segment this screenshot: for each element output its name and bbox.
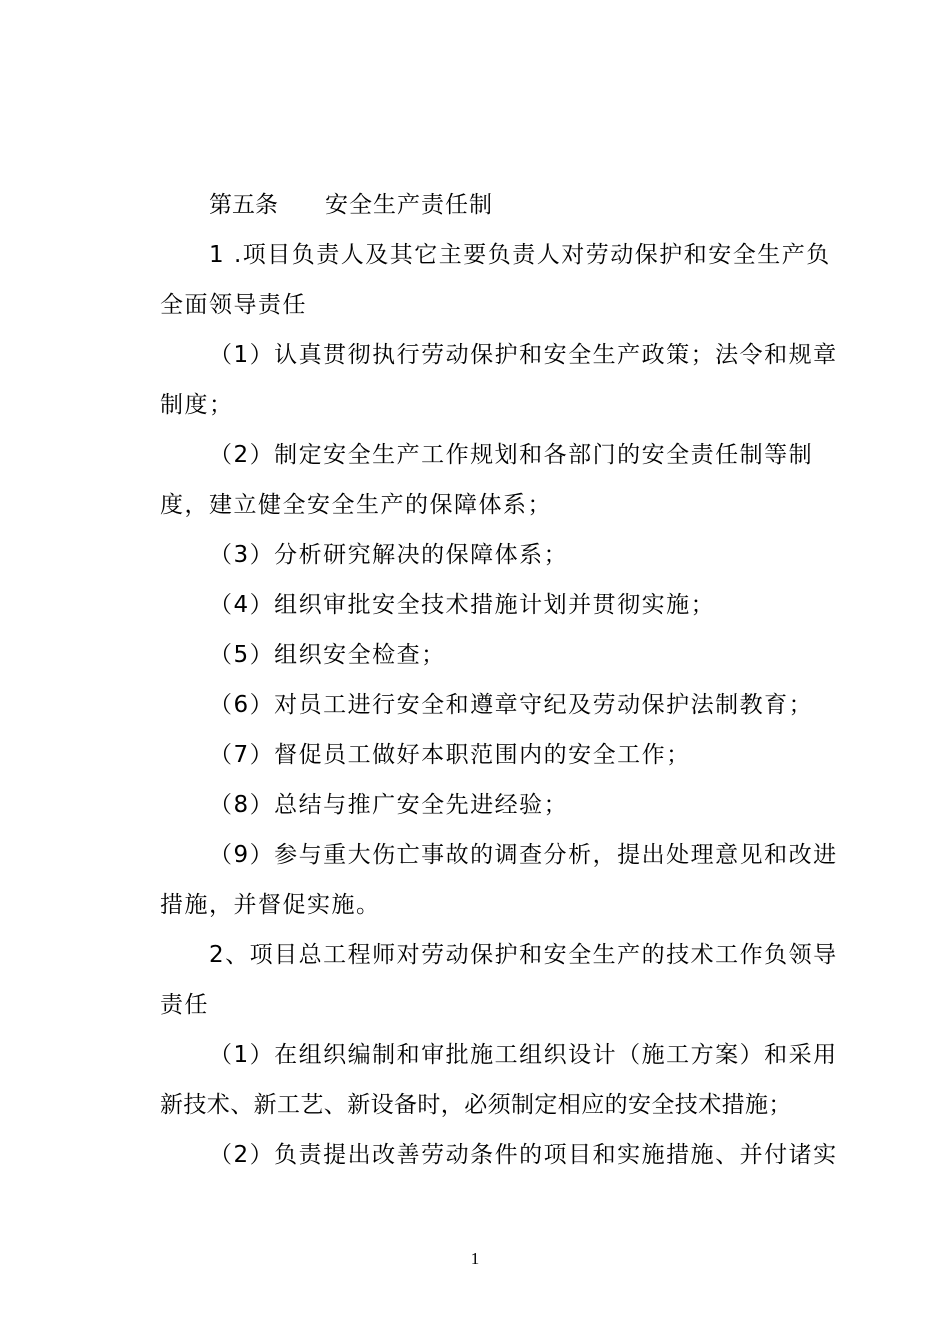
article-number: 第五条 [209,192,278,218]
paragraph-line: （7）督促员工做好本职范围内的安全工作； [209,742,691,768]
paragraph-line: （1）在组织编制和审批施工组织设计（施工方案）和采用 [209,1042,838,1068]
paragraph-line: 全面领导责任 [160,292,307,318]
paragraph-line: 新技术、新工艺、新设备时，必须制定相应的安全技术措施； [160,1092,792,1118]
page-number: 1 [470,1249,480,1268]
paragraph-line: 制度； [160,392,234,418]
paragraph-line: 1 .项目负责人及其它主要负责人对劳动保护和安全生产负 [209,242,831,268]
paragraph-line: （1）认真贯彻执行劳动保护和安全生产政策；法令和规章 [209,342,838,368]
paragraph-line: （8）总结与推广安全先进经验； [209,792,569,818]
paragraph-line: 措施，并督促实施。 [160,892,381,918]
paragraph-line: （6）对员工进行安全和遵章守纪及劳动保护法制教育； [209,692,814,718]
paragraph-line: 2、项目总工程师对劳动保护和安全生产的技术工作负领导 [209,942,838,968]
paragraph-line: （3）分析研究解决的保障体系； [209,542,569,568]
paragraph-line: （2）制定安全生产工作规划和各部门的安全责任制等制 [209,442,814,468]
paragraph-line: （2）负责提出改善劳动条件的项目和实施措施、并付诸实 [209,1142,838,1168]
paragraph-line: （9）参与重大伤亡事故的调查分析，提出处理意见和改进 [209,842,838,868]
article-title: 安全生产责任制 [325,192,493,218]
paragraph-line: 度，建立健全安全生产的保障体系； [160,492,552,518]
paragraph-line: 责任 [160,992,209,1018]
paragraph-line: （5）组织安全检查； [209,642,446,668]
paragraph-line: （4）组织审批安全技术措施计划并贯彻实施； [209,592,716,618]
